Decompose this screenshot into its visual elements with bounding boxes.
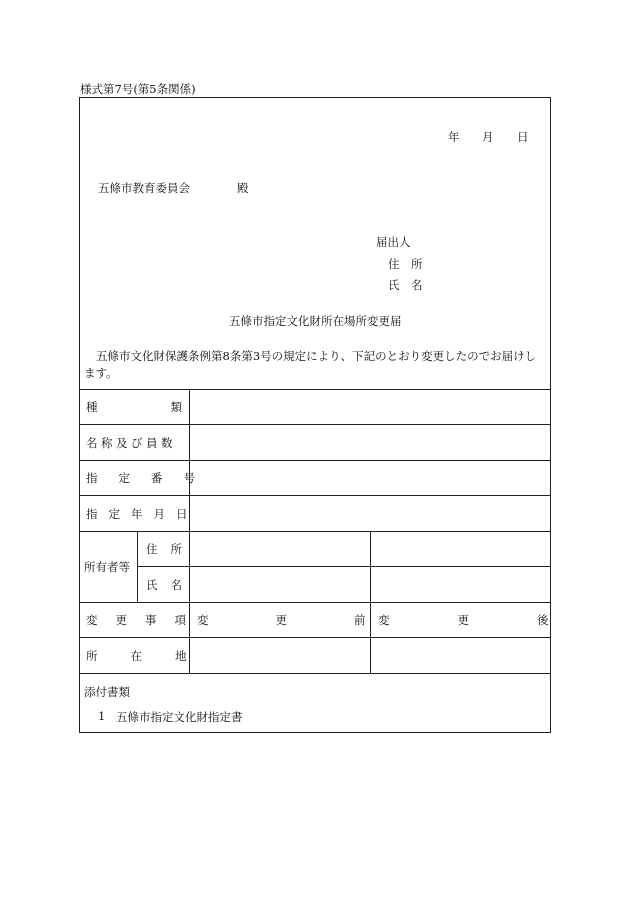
applicant-title: 届出人 xyxy=(376,235,411,249)
table-row-divider xyxy=(79,495,551,496)
table-top-border xyxy=(79,389,551,390)
label-change-items: 変更事項 xyxy=(86,613,204,627)
label-designation-no: 指定番号 xyxy=(86,471,216,485)
applicant-name-label: 氏 名 xyxy=(388,278,423,292)
table-column-divider xyxy=(189,389,190,673)
attachments-heading: 添付書類 xyxy=(84,685,130,699)
label-owner-address: 住所 xyxy=(146,542,195,556)
table-column-divider xyxy=(137,531,138,602)
date-year: 年 xyxy=(448,130,460,144)
attachment-item-number: 1 xyxy=(98,709,106,723)
table-column-divider xyxy=(370,531,371,673)
label-owner: 所有者等 xyxy=(84,560,130,574)
label-before: 変更前 xyxy=(197,613,433,627)
label-after: 変更後 xyxy=(378,613,617,627)
addressee-honorific: 殿 xyxy=(237,181,249,195)
table-bottom-border xyxy=(79,673,551,674)
document-title: 五條市指定文化財所在場所変更届 xyxy=(229,314,402,328)
label-name-count: 名称及び員数 xyxy=(86,436,176,450)
label-owner-name: 氏名 xyxy=(146,578,195,592)
body-text: 五條市文化財保護条例第8条第3号の規定により、下記のとおり変更したのでお届けします。 xyxy=(84,349,537,380)
applicant-address-label: 住 所 xyxy=(388,257,423,271)
label-location: 所在地 xyxy=(86,649,220,663)
table-row-divider xyxy=(137,566,551,567)
addressee-name: 五條市教育委員会 xyxy=(98,181,190,195)
table-row-divider xyxy=(79,602,551,603)
date-day: 日 xyxy=(517,130,529,144)
form-number-label: 様式第7号(第5条関係) xyxy=(80,82,196,96)
table-row-divider xyxy=(79,637,551,638)
label-designation-date: 指定年月日 xyxy=(86,507,199,521)
date-month: 月 xyxy=(482,130,494,144)
table-row-divider xyxy=(79,460,551,461)
table-row-divider xyxy=(79,424,551,425)
attachment-item-text: 五條市指定文化財指定書 xyxy=(116,710,243,724)
label-kind: 種 類 xyxy=(86,400,182,414)
table-row-divider xyxy=(79,531,551,532)
